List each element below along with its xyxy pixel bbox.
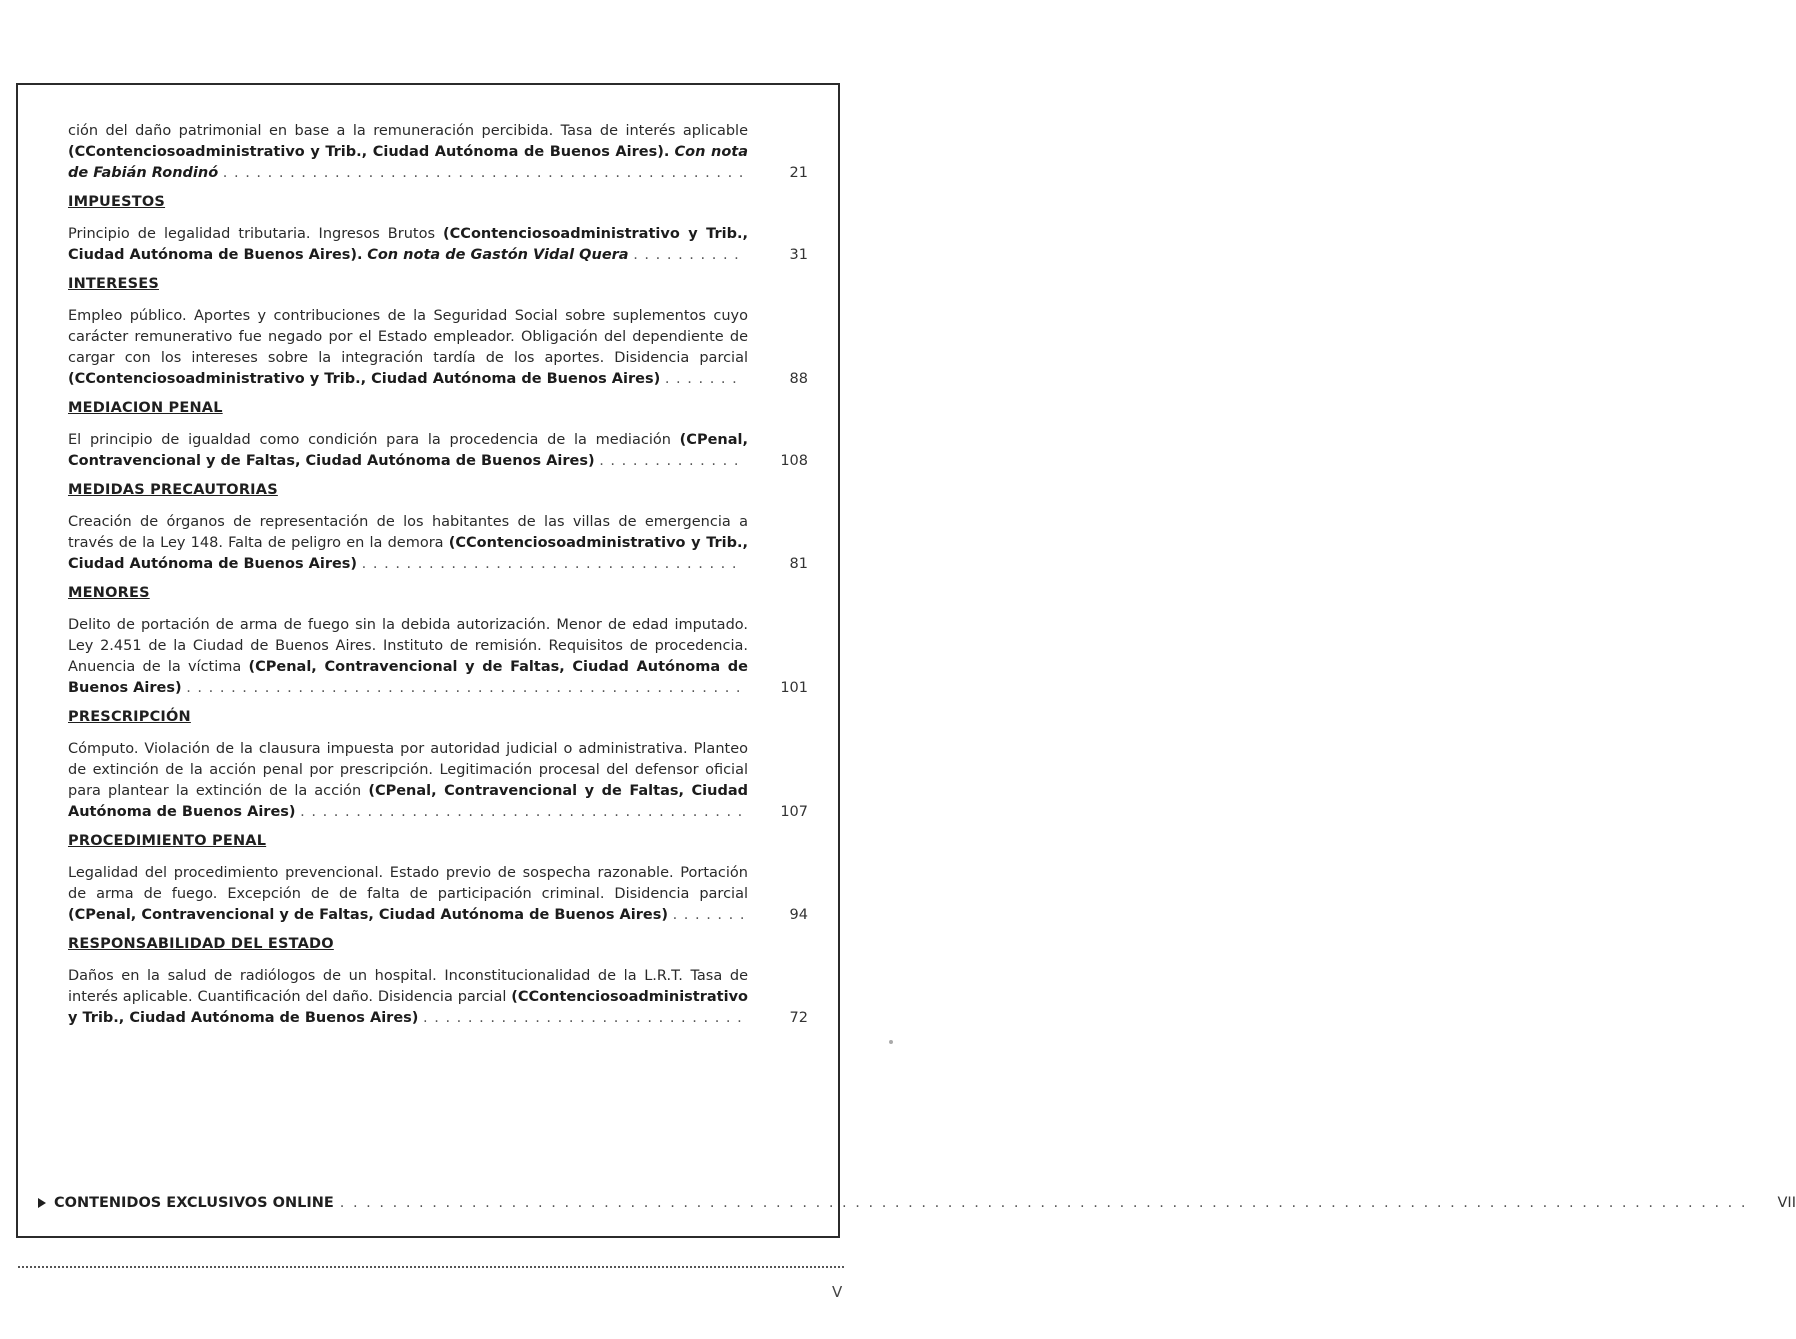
- entry-court: (CContenciosoadministrativo y Trib., Ciudad Autónoma de Buenos Aires): [68, 371, 661, 387]
- entry-text: Delito de portación de arma de fuego sin la debida autorización. Menor de edad imputado. Ley 2.451 de la Ciudad de Buenos Aires. Instituto de remisión. Requisitos de procedencia. Anuencia de la víctima: [68, 617, 748, 675]
- section-heading: MEDIACION PENAL: [68, 400, 223, 416]
- entry-description: [68, 615, 748, 699]
- leader-dots: . . . . . . . . . . . . . . . . . . . . . . . . . . . . .: [423, 1010, 743, 1026]
- index-entry[interactable]: [68, 615, 808, 699]
- index-entry[interactable]: [68, 224, 808, 266]
- entry-page-number: 94: [789, 907, 808, 923]
- entry-text: Principio de legalidad tributaria. Ingresos Brutos: [68, 226, 435, 242]
- entry-court: (CPenal, Contravencional y de Faltas, Ciudad Autónoma de Buenos Aires): [68, 432, 748, 469]
- entry-text: Daños en la salud de radiólogos de un hospital. Inconstitucionalidad de la L.R.T. Tasa de interés aplicable. Cuantificación del daño. Disidencia parcial: [68, 968, 748, 1005]
- entry-text: ción del daño patrimonial en base a la remuneración percibida. Tasa de interés aplicable: [68, 123, 748, 139]
- entry-text: El principio de igualdad como condición para la procedencia de la mediación: [68, 432, 671, 448]
- page-folio: V: [832, 1283, 843, 1301]
- section-heading: IMPUESTOS: [68, 194, 166, 210]
- triangle-bullet-icon: [38, 1198, 46, 1208]
- index-entry[interactable]: [68, 739, 808, 823]
- entry-text: Empleo público. Aportes y contribuciones de la Seguridad Social sobre suplementos cuyo carácter remunerativo fue negado por el Estado empleador. Obligación del dependiente de cargar con los intereses sobre la integración tardía de los aportes. Disidencia parcial: [68, 308, 748, 366]
- leader-dots: . . . . . . . . . .: [633, 247, 740, 263]
- index-entry[interactable]: [68, 121, 808, 184]
- index-entry[interactable]: [68, 512, 808, 575]
- entry-text: Cómputo. Violación de la clausura impuesta por autoridad judicial o administrativa. Planteo de extinción de la acción penal por prescripción. Legitimación procesal del defensor oficial para plantear la extinción de la acción: [68, 741, 748, 799]
- entry-court: (CContenciosoadministrativo y Trib., Ciudad Autónoma de Buenos Aires).: [68, 226, 748, 263]
- entry-note-author: Con nota de Gastón Vidal Quera: [367, 247, 629, 263]
- section-heading: PRESCRIPCIÓN: [68, 709, 191, 725]
- entry-court: (CContenciosoadministrativo y Trib., Ciudad Autónoma de Buenos Aires): [68, 989, 748, 1026]
- entry-court: (CPenal, Contravencional y de Faltas, Ciudad Autónoma de Buenos Aires): [68, 907, 668, 923]
- entry-court: (CContenciosoadministrativo y Trib., Ciudad Autónoma de Buenos Aires): [68, 535, 749, 572]
- section-heading: MENORES: [68, 585, 150, 601]
- entry-page-number: 72: [789, 1010, 808, 1026]
- leader-dots: . . . . . . . . . . . . . . . . . . . . . . . . . . . . . . . . . . . . . . . . . . . . . . . . . .: [186, 680, 742, 696]
- entry-page-number: 81: [789, 556, 808, 572]
- entry-description: [68, 224, 748, 266]
- entry-page-number: 107: [780, 804, 808, 820]
- index-content: [68, 121, 808, 1039]
- index-entry[interactable]: [68, 430, 808, 472]
- footer-dotted-rule: [18, 1266, 844, 1268]
- section-heading: RESPONSABILIDAD DEL ESTADO: [68, 936, 334, 952]
- entry-text: Creación de órganos de representación de los habitantes de las villas de emergencia a través de la Ley 148. Falta de peligro en la demora: [68, 514, 748, 551]
- online-contents-row[interactable]: [38, 1192, 1796, 1214]
- index-frame: [16, 83, 840, 1238]
- entry-description: [68, 739, 748, 823]
- entry-court: (CPenal, Contravencional y de Faltas, Ciudad Autónoma de Buenos Aires): [68, 783, 749, 820]
- entry-text: Legalidad del procedimiento prevencional. Estado previo de sospecha razonable. Portación de arma de fuego. Excepción de de falta de participación criminal. Disidencia parcial: [68, 865, 748, 902]
- section-heading: MEDIDAS PRECAUTORIAS: [68, 482, 278, 498]
- entry-court: (CPenal, Contravencional y de Faltas, Ciudad Autónoma de Buenos Aires): [68, 659, 749, 696]
- leader-dots: . . . . . . . . . . . . .: [599, 453, 740, 469]
- section-heading: PROCEDIMIENTO PENAL: [68, 833, 267, 849]
- entry-court: (CContenciosoadministrativo y Trib., Ciudad Autónoma de Buenos Aires).: [68, 144, 670, 160]
- index-entry[interactable]: [68, 863, 808, 926]
- entry-page-number: 31: [789, 247, 808, 263]
- index-entry[interactable]: [68, 966, 808, 1029]
- online-contents-label: CONTENIDOS EXCLUSIVOS ONLINE: [54, 1195, 334, 1211]
- entry-description: [68, 512, 748, 575]
- scan-speck: [889, 1040, 893, 1044]
- leader-dots: . . . . . . .: [672, 907, 746, 923]
- entry-page-number: 101: [780, 680, 808, 696]
- entry-description: [68, 966, 748, 1029]
- entry-description: [68, 306, 748, 390]
- entry-page-number: 108: [780, 453, 808, 469]
- leader-dots: . . . . . . .: [664, 371, 738, 387]
- entry-description: [68, 863, 748, 926]
- section-heading: INTERESES: [68, 276, 159, 292]
- online-contents-page: VII: [1777, 1195, 1796, 1211]
- index-entry[interactable]: [68, 306, 808, 390]
- leader-dots: . . . . . . . . . . . . . . . . . . . . . . . . . . . . . . . . . . . . . . . .: [300, 804, 744, 820]
- leader-dots: . . . . . . . . . . . . . . . . . . . . . . . . . . . . . . . . . . . . . . . . . . . . . . .: [222, 165, 745, 181]
- leader-dots: . . . . . . . . . . . . . . . . . . . . . . . . . . . . . . . . . .: [361, 556, 738, 572]
- entry-note-author: Con nota de Fabián Rondinó: [68, 144, 749, 181]
- entry-description: [68, 121, 748, 184]
- entry-description: [68, 430, 748, 472]
- entry-page-number: 88: [789, 371, 808, 387]
- leader-dots: . . . . . . . . . . . . . . . . . . . . . . . . . . . . . . . . . . . . . . . . . . . . . . . . . . . . . . . . . . . . . . . . . . . . . . . . . . . . . . . . . . . . . . . . . . . . . . . . . . . . . . . . . . .: [339, 1195, 1748, 1211]
- entry-page-number: 21: [789, 165, 808, 181]
